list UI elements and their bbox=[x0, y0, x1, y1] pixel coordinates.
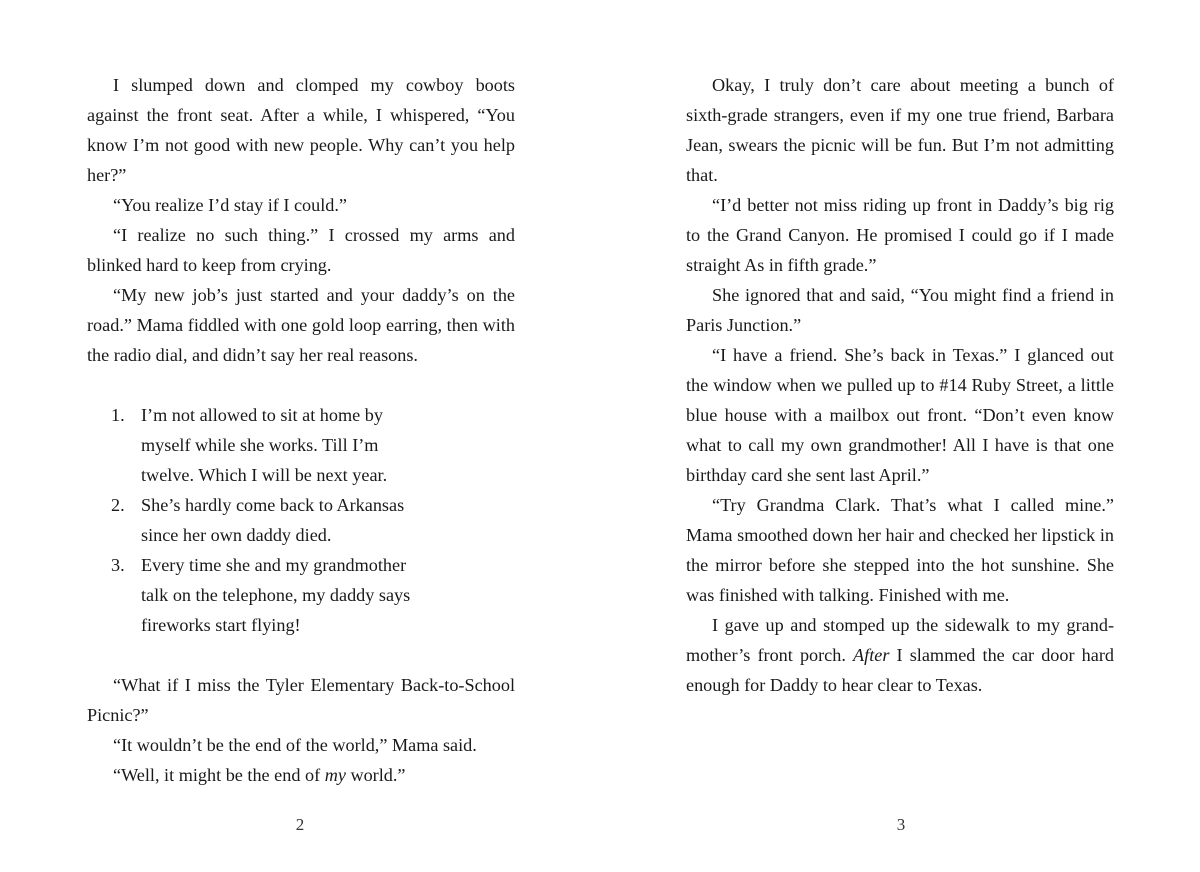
right-page-text bbox=[686, 70, 1114, 700]
list-number: 3. bbox=[111, 555, 125, 575]
paragraph: I slumped down and clomped my cowboy boots against the front seat. After a while, I whispered, “You know I’m not good with new people. Why can’t you help her?” bbox=[87, 75, 515, 185]
paragraph: “You realize I’d stay if I could.” bbox=[113, 195, 348, 215]
paragraph: “Try Grandma Clark. That’s what I called mine.” Mama smoothed down her hair and checked her lipstick in the mirror before she stepped into the hot sunshine. She was finished with talking. Finished with me. bbox=[686, 495, 1114, 605]
text-run: world.” bbox=[345, 765, 406, 785]
left-page-text bbox=[87, 70, 515, 790]
paragraph: “It wouldn’t be the end of the world,” Mama said. bbox=[113, 735, 477, 755]
list-item bbox=[87, 400, 431, 490]
italic-text: my bbox=[324, 765, 346, 785]
list-text: Every time she and my grandmother talk on the telephone, my daddy says fireworks start flying! bbox=[141, 555, 411, 635]
italic-text: After bbox=[853, 645, 890, 665]
list-number: 1. bbox=[111, 405, 125, 425]
paragraph: She ignored that and said, “You might find a friend in Paris Junction.” bbox=[686, 285, 1114, 335]
list-number: 2. bbox=[111, 495, 125, 515]
list-item bbox=[87, 490, 431, 550]
paragraph bbox=[87, 760, 515, 790]
list-text: I’m not allowed to sit at home by myself while she works. Till I’m twelve. Which I will be next year. bbox=[141, 405, 388, 485]
page-number: 2 bbox=[295, 815, 305, 834]
text-run: I slammed the car door hard enough for Daddy to hear clear to Texas. bbox=[686, 645, 1114, 695]
paragraph: “My new job’s just started and your daddy’s on the road.” Mama fiddled with one gold loop earring, then with the radio dial, and didn’t say her real reasons. bbox=[87, 285, 515, 365]
paragraph: “What if I miss the Tyler Elementary Back-to-School Picnic?” bbox=[87, 675, 515, 725]
paragraph: “I’d better not miss riding up front in Daddy’s big rig to the Grand Canyon. He promised I could go if I made straight As in fifth grade.” bbox=[686, 195, 1114, 275]
page-number: 3 bbox=[896, 815, 906, 834]
paragraph: Okay, I truly don’t care about meeting a bunch of sixth-grade strangers, even if my one true friend, Barbara Jean, swears the picnic will be fun. But I’m not admitting that. bbox=[686, 75, 1114, 185]
text-run: “Well, it might be the end of bbox=[113, 765, 325, 785]
paragraph: “I realize no such thing.” I crossed my arms and blinked hard to keep from crying. bbox=[87, 225, 515, 275]
right-page bbox=[600, 0, 1200, 872]
list-text: She’s hardly come back to Arkansas since her own daddy died. bbox=[141, 495, 405, 545]
text-run: I gave up and stomped up the sidewalk to my grandmother’s front porch. bbox=[686, 615, 1114, 665]
paragraph: “I have a friend. She’s back in Texas.” I glanced out the window when we pulled up to #14 Ruby Street, a little blue house with a mailbox out front. “Don’t even know what to call my own grandmother! All I have is that one birthday card she sent last April.” bbox=[686, 345, 1114, 485]
list-item bbox=[87, 550, 431, 640]
paragraph bbox=[686, 610, 1114, 700]
reasons-list bbox=[87, 400, 515, 640]
